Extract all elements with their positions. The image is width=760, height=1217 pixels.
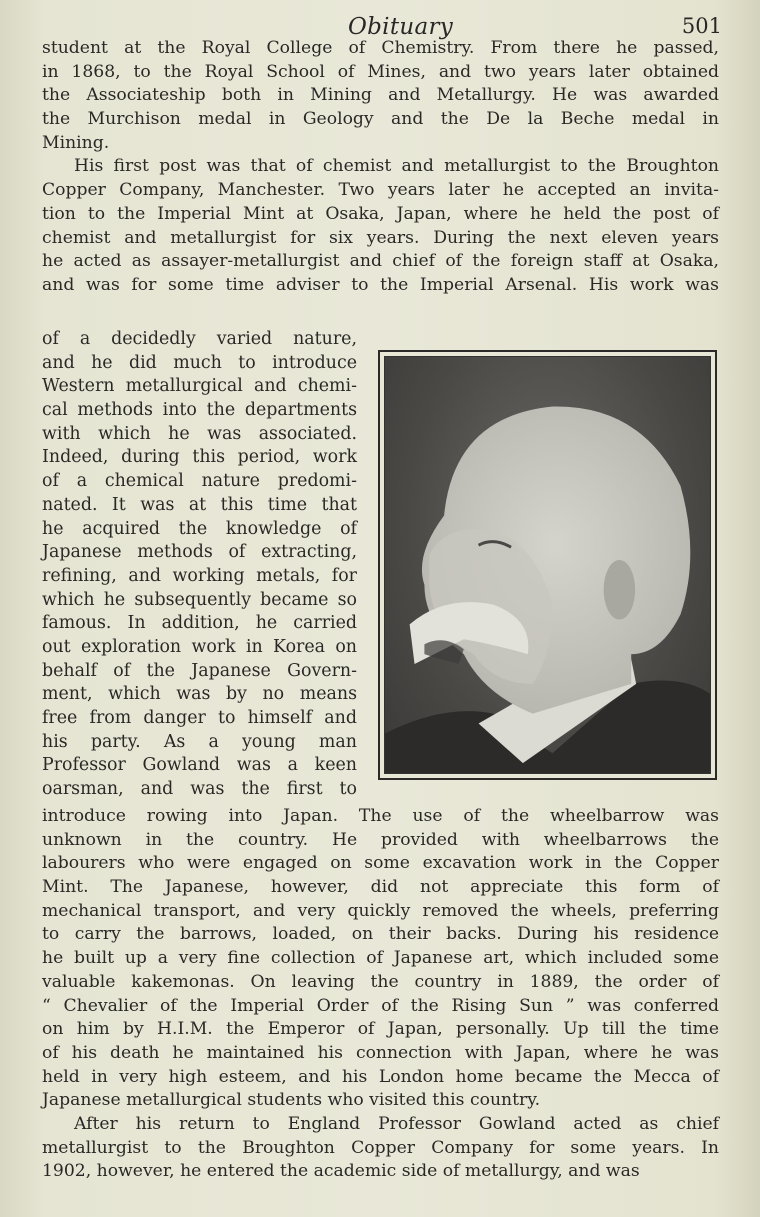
text-line: he acted as assayer-metallurgist and chief of the foreign staff at Osaka, — [42, 251, 719, 272]
text-line: which he subsequently became so — [42, 589, 357, 610]
text-block-bottom — [42, 805, 719, 1184]
text-line: student at the Royal College of Chemistry. From there he passed, — [42, 38, 719, 58]
text-line: metallurgist to the Broughton Copper Company for some years. In — [42, 1137, 719, 1158]
text-line: on him by H.I.M. the Emperor of Japan, personally. Up till the time — [42, 1019, 719, 1040]
text-line: and was for some time adviser to the Imperial Arsenal. His work was — [42, 274, 719, 295]
text-line: of a decidedly varied nature, — [42, 329, 357, 349]
text-line: Japanese methods of extracting, — [42, 542, 357, 563]
text-line: of a chemical nature predomi- — [42, 471, 357, 492]
text-line: Japanese metallurgical students who visited this country. — [42, 1090, 541, 1111]
text-line: cal methods into the departments — [42, 400, 357, 421]
running-head-title: Obituary — [348, 14, 454, 40]
text-line: After his return to England Professor Gowland acted as chief — [74, 1113, 719, 1134]
text-line: with which he was associated. — [42, 423, 357, 444]
text-line: ment, which was by no means — [42, 684, 357, 705]
portrait-photo — [384, 356, 711, 774]
text-line: refining, and working metals, for — [42, 565, 357, 586]
text-line: behalf of the Japanese Govern- — [42, 660, 357, 681]
text-line: introduce rowing into Japan. The use of the wheelbarrow was — [42, 806, 719, 826]
text-block-top — [42, 37, 719, 298]
text-line: of his death he maintained his connection with Japan, where he was — [42, 1042, 719, 1063]
text-line: Indeed, during this period, work — [42, 447, 357, 468]
portrait-figure — [378, 350, 717, 780]
text-line: Western metallurgical and chemi- — [42, 376, 357, 397]
text-line: and he did much to introduce — [42, 352, 357, 373]
text-line: his party. As a young man — [42, 731, 357, 752]
text-line: famous. In addition, he carried — [42, 613, 357, 634]
text-line: in 1868, to the Royal School of Mines, and two years later obtained — [42, 61, 719, 82]
text-line: Copper Company, Manchester. Two years later he accepted an invita- — [42, 180, 719, 201]
text-line: Mining. — [42, 132, 110, 153]
text-block-beside-portrait — [42, 328, 357, 802]
text-line: unknown in the country. He provided with wheelbarrows the — [42, 829, 719, 850]
text-line: His first post was that of chemist and metallurgist to the Broughton — [74, 156, 719, 177]
text-line: held in very high esteem, and his London home became the Mecca of — [42, 1066, 719, 1087]
text-line: to carry the barrows, loaded, on their backs. During his residence — [42, 924, 719, 945]
text-line: Professor Gowland was a keen — [42, 755, 357, 776]
text-line: mechanical transport, and very quickly removed the wheels, preferring — [42, 900, 719, 921]
text-line: oarsman, and was the first to — [42, 779, 357, 800]
text-line: nated. It was at this time that — [42, 494, 357, 515]
text-line: the Murchison medal in Geology and the De la Beche medal in — [42, 109, 719, 130]
text-line: labourers who were engaged on some excavation work in the Copper — [42, 853, 719, 874]
text-line: chemist and metallurgist for six years. During the next eleven years — [42, 227, 719, 248]
portrait-illustration — [385, 357, 710, 773]
text-line: 1902, however, he entered the academic side of metallurgy, and was — [42, 1161, 640, 1182]
text-line: he built up a very fine collection of Japanese art, which included some — [42, 948, 719, 969]
text-line: out exploration work in Korea on — [42, 636, 357, 657]
text-line: he acquired the knowledge of — [42, 518, 357, 539]
text-line: tion to the Imperial Mint at Osaka, Japan, where he held the post of — [42, 203, 719, 224]
text-line: “ Chevalier of the Imperial Order of the Rising Sun ” was conferred — [42, 995, 719, 1016]
text-line: the Associateship both in Mining and Metallurgy. He was awarded — [42, 85, 719, 106]
page-number: 501 — [681, 14, 722, 38]
text-line: valuable kakemonas. On leaving the country in 1889, the order of — [42, 971, 719, 992]
text-line: Mint. The Japanese, however, did not appreciate this form of — [42, 877, 719, 898]
text-line: free from danger to himself and — [42, 708, 357, 728]
